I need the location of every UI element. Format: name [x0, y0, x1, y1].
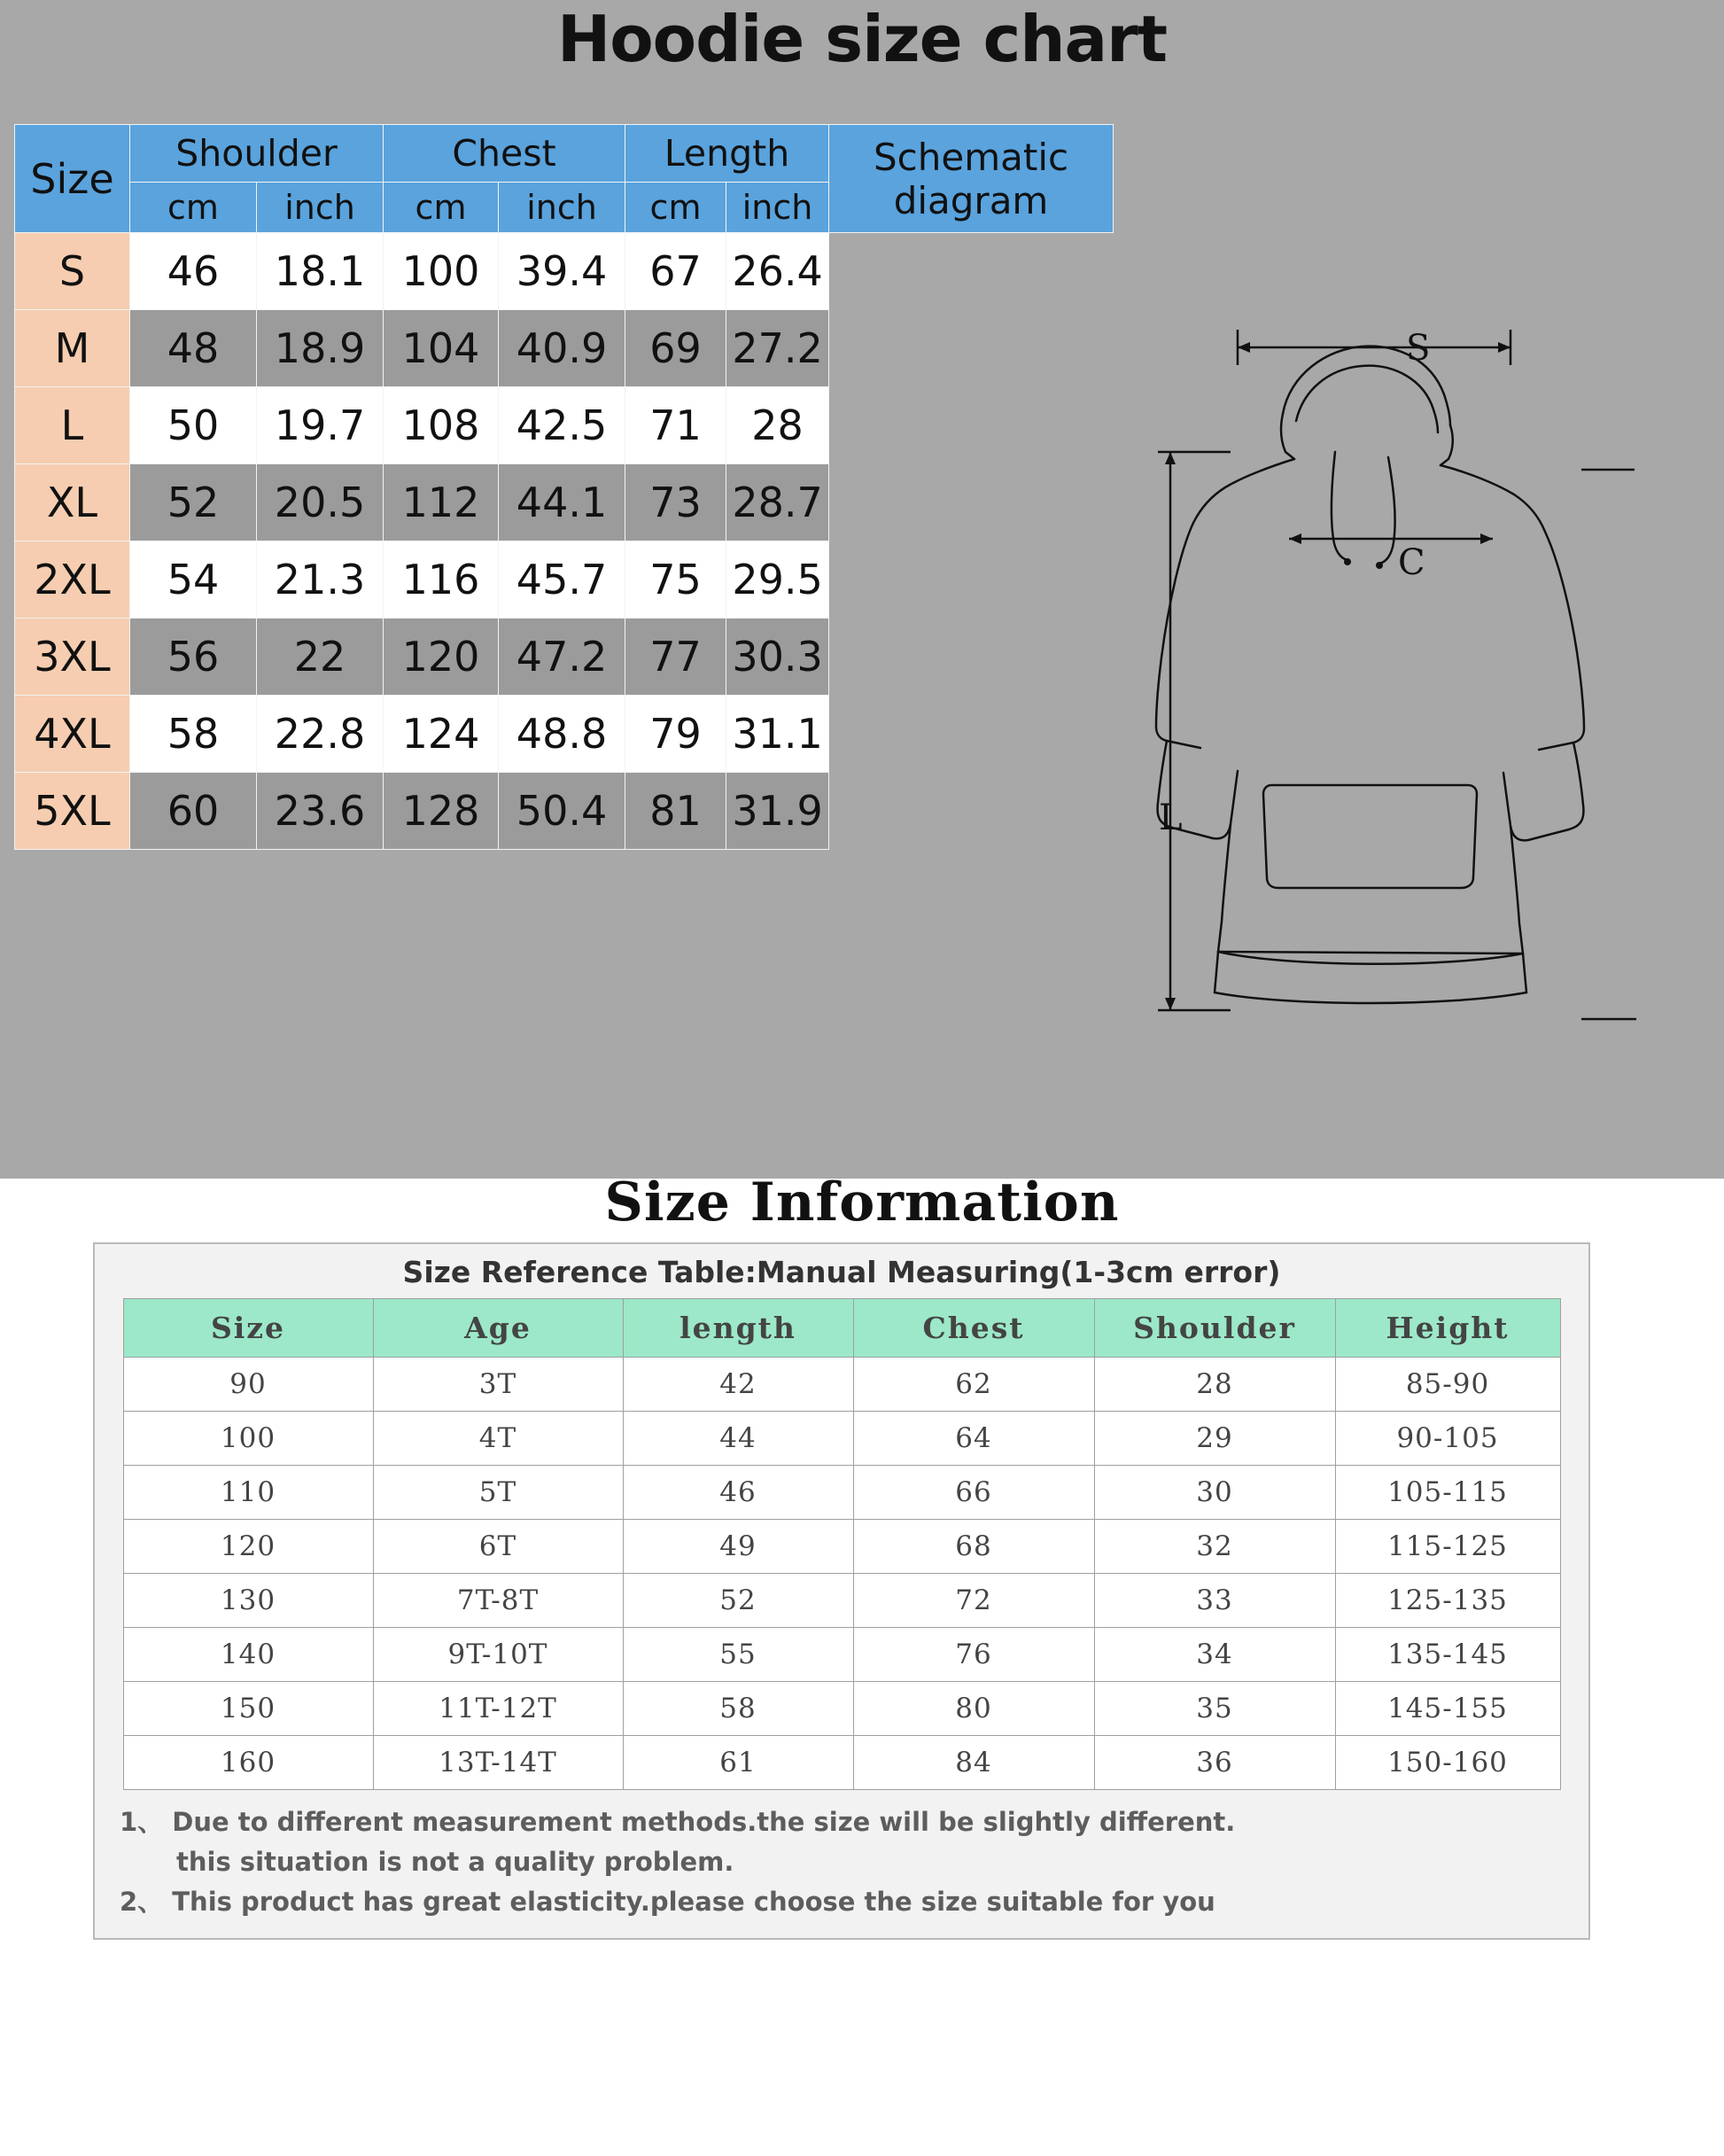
ref-cell-length: 61 [623, 1736, 853, 1790]
ref-cell-shoulder: 32 [1094, 1520, 1335, 1574]
ref-cell-height: 105-115 [1335, 1466, 1560, 1520]
ref-cell-height: 90-105 [1335, 1412, 1560, 1466]
ref-cell-shoulder: 35 [1094, 1682, 1335, 1736]
hoodie-schematic-drawing [1138, 310, 1688, 1152]
ref-cell-size: 160 [123, 1736, 373, 1790]
size-reference-caption: Size Reference Table:Manual Measuring(1-3cm error) [402, 1255, 1281, 1289]
size-note-1b [120, 1842, 1580, 1882]
table-row [15, 233, 1114, 310]
cell-size: S [15, 233, 130, 310]
cell-length-cm: 77 [625, 619, 726, 696]
cell-size: 2XL [15, 541, 130, 619]
ref-cell-length: 52 [623, 1574, 853, 1628]
cell-shoulder-cm: 52 [130, 464, 257, 541]
ref-header-age: Age [373, 1299, 623, 1358]
table-row [15, 696, 1114, 773]
table-row [15, 541, 1114, 619]
cell-shoulder-cm: 46 [130, 233, 257, 310]
ref-header-length: length [623, 1299, 853, 1358]
schematic-label-chest: C [1398, 542, 1425, 583]
ref-cell-chest: 72 [853, 1574, 1094, 1628]
cell-length-inch: 28.7 [726, 464, 829, 541]
header-shoulder: Shoulder [130, 125, 384, 183]
ref-cell-age: 6T [373, 1520, 623, 1574]
cell-size: 4XL [15, 696, 130, 773]
cell-length-inch: 28 [726, 387, 829, 464]
header-chest: Chest [384, 125, 625, 183]
header-length-cm: cm [625, 183, 726, 233]
cell-chest-cm: 116 [384, 541, 499, 619]
table-row [15, 464, 1114, 541]
cell-shoulder-cm: 50 [130, 387, 257, 464]
table-row [15, 310, 1114, 387]
cell-shoulder-inch: 23.6 [257, 773, 384, 850]
ref-cell-length: 55 [623, 1628, 853, 1682]
ref-header-height: Height [1335, 1299, 1560, 1358]
ref-cell-chest: 80 [853, 1682, 1094, 1736]
ref-cell-size: 90 [123, 1358, 373, 1412]
ref-cell-chest: 66 [853, 1466, 1094, 1520]
cell-shoulder-cm: 58 [130, 696, 257, 773]
ref-cell-shoulder: 33 [1094, 1574, 1335, 1628]
cell-chest-cm: 108 [384, 387, 499, 464]
ref-cell-shoulder: 34 [1094, 1628, 1335, 1682]
cell-length-cm: 73 [625, 464, 726, 541]
ref-cell-height: 115-125 [1335, 1520, 1560, 1574]
cell-size: M [15, 310, 130, 387]
ref-cell-age: 13T-14T [373, 1736, 623, 1790]
cell-length-cm: 67 [625, 233, 726, 310]
header-chest-inch: inch [499, 183, 625, 233]
ref-cell-size: 110 [123, 1466, 373, 1520]
cell-length-inch: 26.4 [726, 233, 829, 310]
cell-chest-inch: 47.2 [499, 619, 625, 696]
size-note-2: 2、 This product has great elasticity.please choose the size suitable for you [120, 1886, 1215, 1917]
cell-size: 5XL [15, 773, 130, 850]
cell-chest-inch: 39.4 [499, 233, 625, 310]
ref-cell-age: 7T-8T [373, 1574, 623, 1628]
cell-chest-cm: 104 [384, 310, 499, 387]
cell-shoulder-inch: 22.8 [257, 696, 384, 773]
header-chest-cm: cm [384, 183, 499, 233]
cell-length-cm: 79 [625, 696, 726, 773]
cell-shoulder-inch: 18.1 [257, 233, 384, 310]
table-row [123, 1628, 1560, 1682]
cell-shoulder-inch: 20.5 [257, 464, 384, 541]
cell-chest-inch: 45.7 [499, 541, 625, 619]
ref-cell-height: 145-155 [1335, 1682, 1560, 1736]
ref-cell-age: 4T [373, 1412, 623, 1466]
table-row [123, 1736, 1560, 1790]
ref-cell-chest: 62 [853, 1358, 1094, 1412]
ref-header-chest: Chest [853, 1299, 1094, 1358]
ref-cell-age: 3T [373, 1358, 623, 1412]
cell-length-inch: 27.2 [726, 310, 829, 387]
cell-shoulder-inch: 22 [257, 619, 384, 696]
hoodie-size-table [14, 124, 1114, 850]
schematic-label-length: L [1159, 798, 1183, 838]
ref-cell-length: 46 [623, 1466, 853, 1520]
cell-size: 3XL [15, 619, 130, 696]
header-size: Size [15, 125, 130, 233]
cell-shoulder-inch: 18.9 [257, 310, 384, 387]
size-note-1b-text: this situation is not a quality problem. [176, 1846, 734, 1877]
table-row [123, 1412, 1560, 1466]
cell-chest-inch: 50.4 [499, 773, 625, 850]
ref-cell-size: 150 [123, 1682, 373, 1736]
cell-chest-cm: 100 [384, 233, 499, 310]
cell-shoulder-inch: 19.7 [257, 387, 384, 464]
cell-chest-inch: 42.5 [499, 387, 625, 464]
ref-header-shoulder: Shoulder [1094, 1299, 1335, 1358]
ref-cell-size: 100 [123, 1412, 373, 1466]
ref-cell-height: 125-135 [1335, 1574, 1560, 1628]
ref-cell-length: 44 [623, 1412, 853, 1466]
size-information-heading: Size Information [604, 1171, 1120, 1234]
schematic-diagram-cell [829, 125, 1114, 233]
cell-length-cm: 75 [625, 541, 726, 619]
cell-length-inch: 31.1 [726, 696, 829, 773]
table-row [123, 1358, 1560, 1412]
ref-cell-height: 150-160 [1335, 1736, 1560, 1790]
cell-chest-cm: 120 [384, 619, 499, 696]
ref-cell-size: 140 [123, 1628, 373, 1682]
ref-cell-length: 49 [623, 1520, 853, 1574]
ref-table-header-row [123, 1299, 1560, 1358]
ref-cell-shoulder: 29 [1094, 1412, 1335, 1466]
size-note-1: 1、 Due to different measurement methods.the size will be slightly different. [120, 1807, 1236, 1837]
size-reference-table [123, 1298, 1561, 1790]
table-row [123, 1466, 1560, 1520]
header-shoulder-cm: cm [130, 183, 257, 233]
header-length: Length [625, 125, 829, 183]
ref-cell-chest: 84 [853, 1736, 1094, 1790]
cell-length-inch: 29.5 [726, 541, 829, 619]
page-title: Hoodie size chart [556, 2, 1168, 76]
cell-chest-inch: 48.8 [499, 696, 625, 773]
ref-cell-height: 135-145 [1335, 1628, 1560, 1682]
cell-shoulder-inch: 21.3 [257, 541, 384, 619]
schematic-diagram-header: Schematic diagram [873, 135, 1069, 222]
cell-size: XL [15, 464, 130, 541]
table-header-groups [15, 125, 1114, 183]
ref-cell-shoulder: 30 [1094, 1466, 1335, 1520]
cell-chest-cm: 112 [384, 464, 499, 541]
header-shoulder-inch: inch [257, 183, 384, 233]
cell-size: L [15, 387, 130, 464]
ref-cell-age: 9T-10T [373, 1628, 623, 1682]
ref-cell-size: 120 [123, 1520, 373, 1574]
ref-cell-chest: 64 [853, 1412, 1094, 1466]
ref-cell-length: 42 [623, 1358, 853, 1412]
size-reference-box [93, 1242, 1590, 1940]
ref-cell-length: 58 [623, 1682, 853, 1736]
ref-cell-shoulder: 36 [1094, 1736, 1335, 1790]
table-row [15, 773, 1114, 850]
schematic-label-shoulder: S [1406, 328, 1431, 369]
ref-cell-age: 11T-12T [373, 1682, 623, 1736]
cell-length-inch: 30.3 [726, 619, 829, 696]
cell-length-cm: 69 [625, 310, 726, 387]
cell-chest-inch: 44.1 [499, 464, 625, 541]
ref-cell-chest: 68 [853, 1520, 1094, 1574]
ref-cell-height: 85-90 [1335, 1358, 1560, 1412]
cell-chest-inch: 40.9 [499, 310, 625, 387]
table-row [123, 1682, 1560, 1736]
ref-cell-age: 5T [373, 1466, 623, 1520]
cell-shoulder-cm: 56 [130, 619, 257, 696]
table-row [123, 1574, 1560, 1628]
cell-length-inch: 31.9 [726, 773, 829, 850]
ref-header-size: Size [123, 1299, 373, 1358]
ref-cell-size: 130 [123, 1574, 373, 1628]
table-row [123, 1520, 1560, 1574]
cell-length-cm: 71 [625, 387, 726, 464]
ref-cell-shoulder: 28 [1094, 1358, 1335, 1412]
header-length-inch: inch [726, 183, 829, 233]
cell-shoulder-cm: 60 [130, 773, 257, 850]
size-notes [95, 1790, 1588, 1938]
cell-shoulder-cm: 54 [130, 541, 257, 619]
cell-length-cm: 81 [625, 773, 726, 850]
cell-chest-cm: 124 [384, 696, 499, 773]
ref-cell-chest: 76 [853, 1628, 1094, 1682]
cell-chest-cm: 128 [384, 773, 499, 850]
cell-shoulder-cm: 48 [130, 310, 257, 387]
table-row [15, 387, 1114, 464]
table-row [15, 619, 1114, 696]
